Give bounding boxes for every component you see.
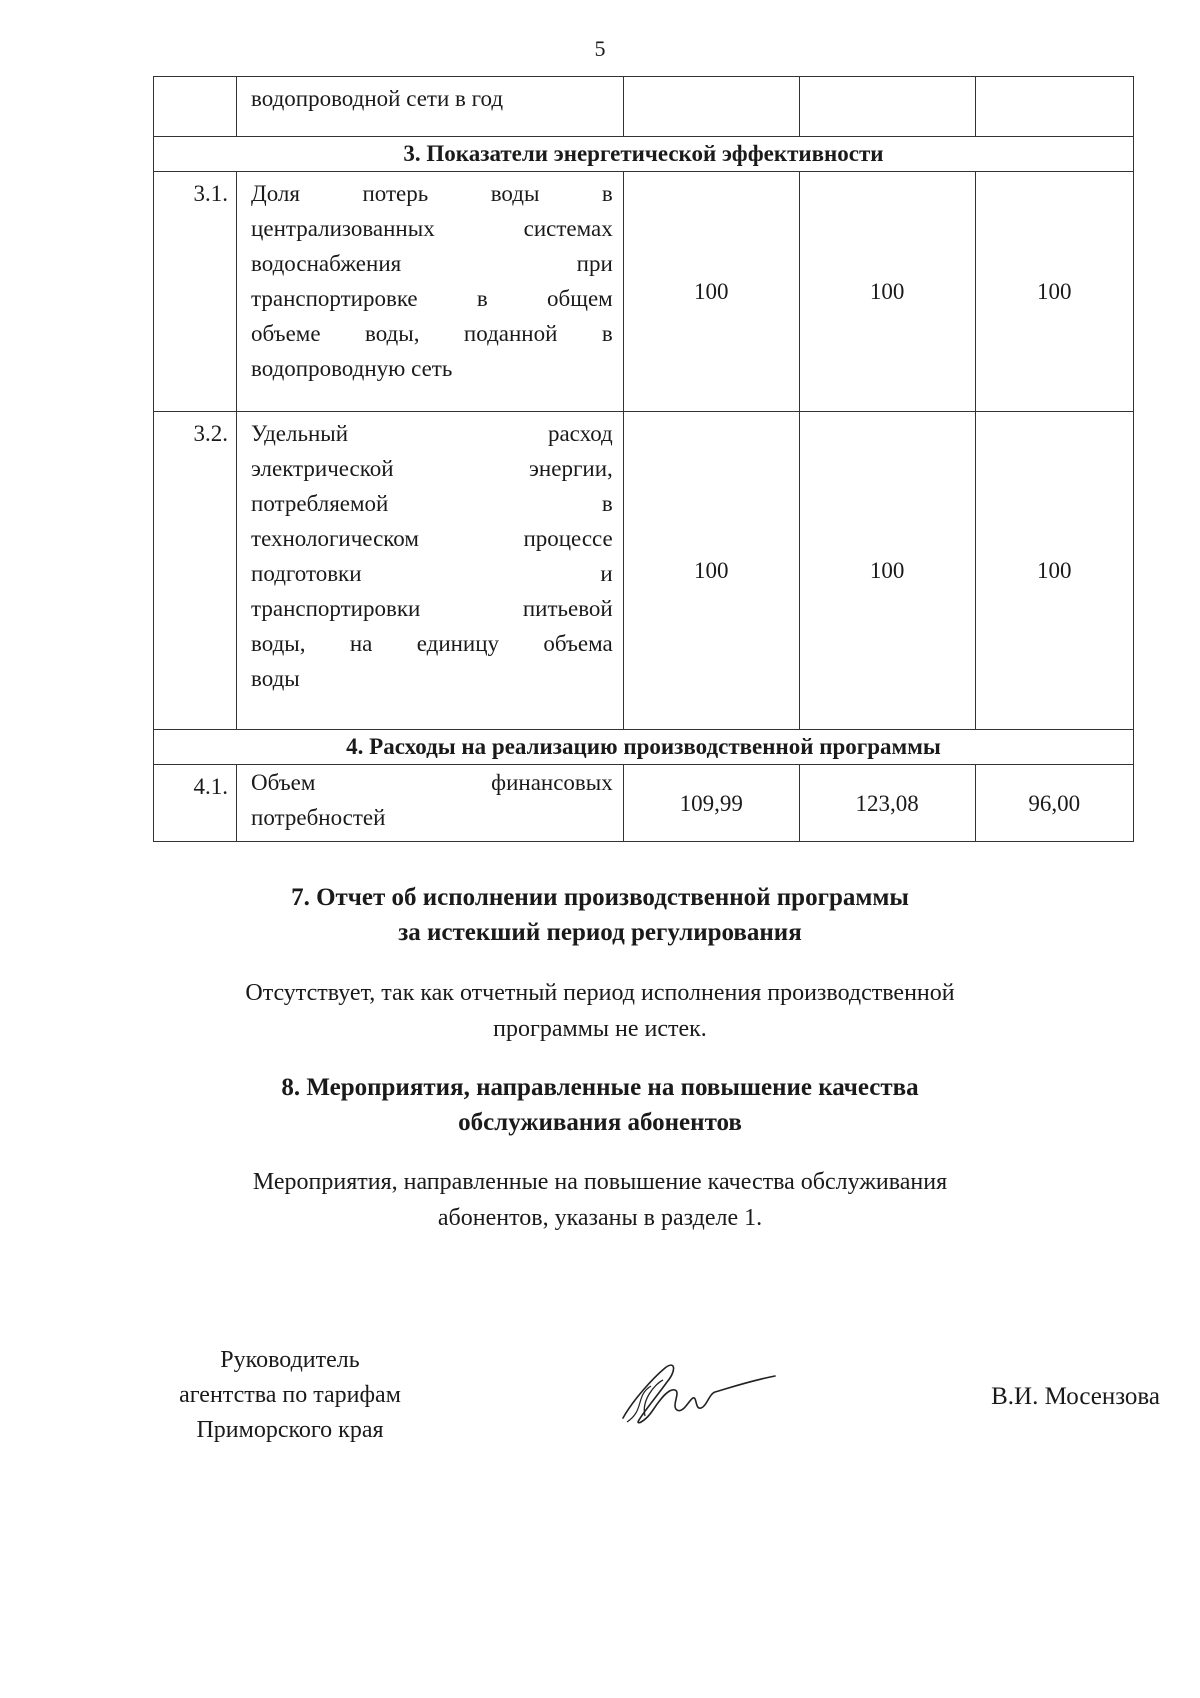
description-line: воды [251, 666, 300, 691]
table-row [154, 765, 1134, 842]
section-4-title: 4. Расходы на реализацию производственной программы [154, 730, 1134, 765]
section-8-heading [0, 1070, 1200, 1140]
value-cell [623, 77, 799, 137]
row-number-cell [154, 77, 237, 137]
table-row [154, 412, 1134, 730]
value-cell: 100 [623, 172, 799, 412]
handwritten-signature [605, 1340, 785, 1440]
section-7-text [0, 975, 1200, 1047]
signatory-name: В.И. Мосензова [991, 1383, 1160, 1410]
row-description-cell [237, 412, 624, 730]
description-line: воды, на единицу объема [251, 631, 613, 656]
row-number: 3.1. [154, 172, 237, 412]
value-cell: 100 [799, 412, 975, 730]
section-8-text [0, 1164, 1200, 1236]
position-line: Приморского края [196, 1417, 384, 1443]
description-line: подготовки и [251, 561, 613, 586]
heading-line: 8. Мероприятия, направленные на повышение качества [281, 1074, 919, 1101]
value-cell: 100 [975, 412, 1134, 730]
row-description-cell [237, 765, 624, 842]
text-line: Отсутствует, так как отчетный период исполнения производственной [245, 980, 955, 1006]
section-header-row [154, 730, 1134, 765]
heading-line: за истекший период регулирования [398, 919, 802, 946]
position-line: Руководитель [220, 1347, 360, 1373]
signatory-position [150, 1343, 430, 1448]
description-line: транспортировки питьевой [251, 596, 613, 621]
table-row [154, 172, 1134, 412]
description-line: Доля потерь воды в [251, 181, 613, 206]
description-line: водопроводную сеть [251, 356, 453, 381]
value-cell [799, 77, 975, 137]
heading-line: обслуживания абонентов [458, 1109, 742, 1136]
heading-line: 7. Отчет об исполнении производственной программы [291, 884, 909, 911]
value-cell: 100 [799, 172, 975, 412]
value-cell [975, 77, 1134, 137]
page-number: 5 [594, 36, 606, 61]
text-line: Мероприятия, направленные на повышение качества обслуживания [252, 1169, 948, 1195]
value-cell: 100 [975, 172, 1134, 412]
text-line: абонентов, указаны в разделе 1. [437, 1205, 763, 1231]
position-line: агентства по тарифам [179, 1382, 401, 1408]
description-line: потребностей [251, 805, 386, 830]
section-header-row [154, 137, 1134, 172]
value-cell: 100 [623, 412, 799, 730]
row-description-cell [237, 172, 624, 412]
description-line: транспортировке в общем [251, 286, 613, 311]
description-line: объеме воды, поданной в [251, 321, 613, 346]
description-line: технологическом процессе [251, 526, 613, 551]
description-line: электрической энергии, [251, 456, 613, 481]
description-line: Удельный расход [251, 421, 613, 446]
row-number: 3.2. [154, 412, 237, 730]
row-number: 4.1. [154, 765, 237, 842]
description-line: Объем финансовых [251, 770, 613, 795]
value-cell: 96,00 [975, 765, 1134, 842]
description-line: водоснабжения при [251, 251, 613, 276]
description-line: потребляемой в [251, 491, 613, 516]
indicators-table [153, 76, 1134, 842]
table-row [154, 77, 1134, 137]
row-description-cell [237, 77, 624, 137]
description-line: водопроводной сети в год [251, 86, 504, 111]
text-line: программы не истек. [493, 1016, 707, 1042]
description-line: централизованных системах [251, 216, 613, 241]
section-3-title: 3. Показатели энергетической эффективности [154, 137, 1134, 172]
section-7-heading [0, 880, 1200, 950]
value-cell: 123,08 [799, 765, 975, 842]
value-cell: 109,99 [623, 765, 799, 842]
